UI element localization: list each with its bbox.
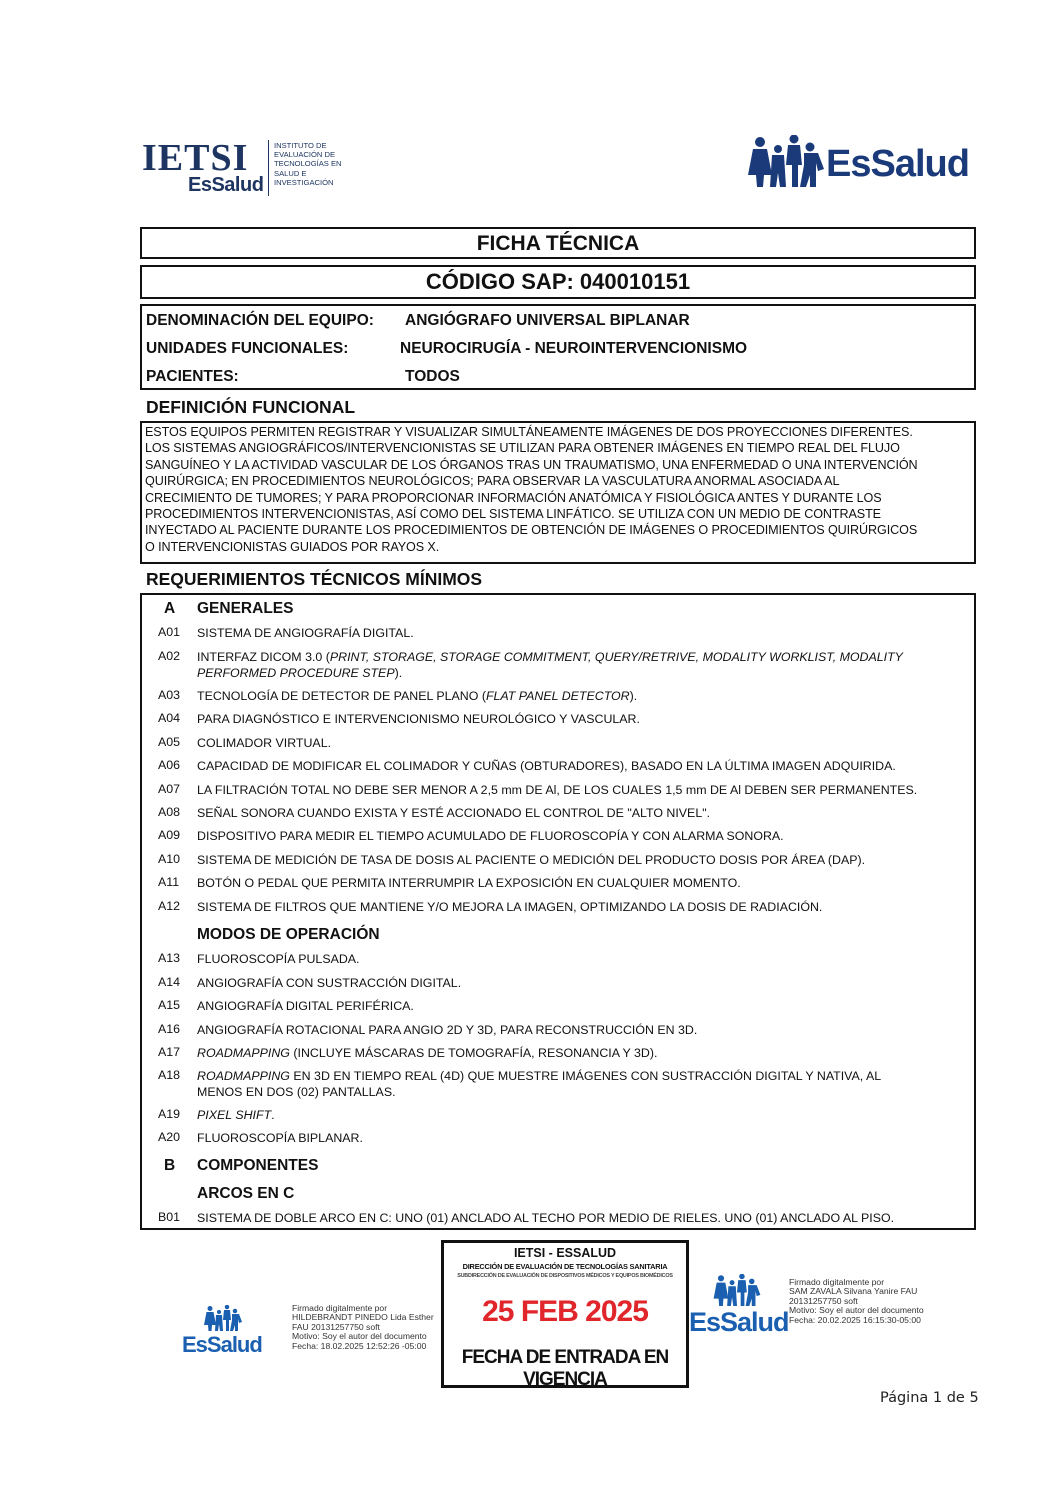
- left-signature-text: [292, 1304, 442, 1351]
- section-b-title: COMPONENTES: [197, 1157, 319, 1174]
- right-signature-logo: [689, 1274, 789, 1338]
- title-box: [140, 227, 976, 259]
- req-code: A01: [158, 625, 181, 639]
- req-text: SISTEMA DE FILTROS QUE MANTIENE Y/O MEJORA LA IMAGEN, OPTIMIZANDO LA DOSIS DE RADIACIÓN.: [197, 900, 823, 914]
- req-text: [197, 1107, 967, 1123]
- req-code: A04: [158, 711, 181, 725]
- ietsi-logo-sub: EsSalud: [188, 174, 264, 196]
- req-text: [197, 688, 967, 704]
- ietsi-logo-word: IETSI: [142, 137, 249, 179]
- req-code: A13: [158, 951, 181, 965]
- req-text: SEÑAL SONORA CUANDO EXISTA Y ESTÉ ACCIONADO EL CONTROL DE "ALTO NIVEL".: [197, 806, 711, 820]
- signature-line: FAU 20131257750 soft: [292, 1321, 380, 1332]
- section-a-title: GENERALES: [197, 600, 294, 617]
- req-text: ANGIOGRAFÍA ROTACIONAL PARA ANGIO 2D Y 3D, PARA RECONSTRUCCIÓN EN 3D.: [197, 1023, 698, 1037]
- req-text-italic: PRINT, STORAGE, STORAGE COMMITMENT, QUERY/RETRIVE, MODALITY WORKLIST, MODALITY: [329, 650, 903, 664]
- institute-line: EVALUACIÓN DE: [274, 150, 336, 160]
- functional-units-label: UNIDADES FUNCIONALES:: [146, 340, 349, 357]
- req-text-italic: FLAT PANEL DETECTOR: [485, 689, 630, 703]
- signature-line: SAM ZAVALA Silvana Yanire FAU: [789, 1286, 918, 1297]
- essalud-logo: [748, 135, 976, 190]
- essalud-logo-text: EsSalud: [826, 143, 969, 185]
- institute-line: TECNOLOGÍAS EN: [274, 159, 342, 169]
- req-text: [197, 1068, 967, 1100]
- req-code: A03: [158, 688, 181, 702]
- req-text: FLUOROSCOPÍA PULSADA.: [197, 952, 360, 966]
- req-code: A12: [158, 899, 181, 913]
- req-text: BOTÓN O PEDAL QUE PERMITA INTERRUMPIR LA EXPOSICIÓN EN CUALQUIER MOMENTO.: [197, 876, 741, 890]
- essalud-family-icon: [201, 1305, 245, 1331]
- req-text: COLIMADOR VIRTUAL.: [197, 736, 332, 750]
- definition-line: INYECTADO AL PACIENTE DURANTE LOS PROCEDIMIENTOS DE OBTENCIÓN DE IMÁGENES O PROCEDIMIENTOS QUIRÚRGICOS: [145, 523, 918, 538]
- institute-line: INSTITUTO DE: [274, 141, 327, 150]
- req-code: A20: [158, 1130, 181, 1144]
- req-code: A18: [158, 1068, 181, 1082]
- req-code: A15: [158, 998, 181, 1012]
- req-text: ANGIOGRAFÍA CON SUSTRACCIÓN DIGITAL.: [197, 976, 462, 990]
- req-text: CAPACIDAD DE MODIFICAR EL COLIMADOR Y CUÑAS (OBTURADORES), BASADO EN LA ÚLTIMA IMAGEN ADQUIRIDA.: [197, 759, 896, 773]
- equipment-info-box: [140, 304, 976, 390]
- req-text-part: ).: [629, 689, 638, 703]
- req-code: A05: [158, 735, 181, 749]
- req-text-italic: PIXEL SHIFT: [197, 1108, 272, 1122]
- req-text: ANGIOGRAFÍA DIGITAL PERIFÉRICA.: [197, 999, 414, 1013]
- essalud-family-icon: [748, 135, 824, 187]
- validity-stamp: [441, 1240, 689, 1388]
- stamp-subdirection: SUBDIRECCIÓN DE EVALUACIÓN DE DISPOSITIVOS MÉDICOS Y EQUIPOS BIOMÉDICOS: [457, 1273, 673, 1279]
- institute-line: INVESTIGACIÓN: [274, 177, 334, 187]
- sap-code-box: [140, 265, 976, 299]
- req-code: A17: [158, 1045, 181, 1059]
- definition-line: SANGUÍNEO Y LA ACTIVIDAD VASCULAR DE LOS ÓRGANOS TRAS UN TRAUMATISMO, UNA ENFERMEDAD O UNA INTERVENCIÓN: [145, 457, 918, 472]
- right-logo-text: EsSalud: [689, 1307, 789, 1337]
- signature-line: Motivo: Soy el autor del documento: [292, 1331, 427, 1342]
- req-text-italic: PERFORMED PROCEDURE STEP: [197, 666, 395, 680]
- section-b-letter: B: [164, 1157, 176, 1174]
- requirements-box: [140, 593, 976, 1230]
- signature-line: 20131257750 soft: [789, 1295, 858, 1306]
- req-code: A02: [158, 649, 181, 663]
- definition-line: PROCEDIMIENTOS INTERVENCIONISTAS, ASÍ COMO DEL SISTEMA LINFÁTICO. SE UTILIZA CON UN MEDIO DE CONTRASTE: [145, 507, 881, 522]
- signature-line: HILDEBRANDT PINEDO Lida Esther: [292, 1312, 434, 1323]
- req-text-part: EN 3D EN TIEMPO REAL (4D) QUE MUESTRE IMÁGENES CON SUSTRACCIÓN DIGITAL Y NATIVA, AL: [289, 1069, 882, 1083]
- req-text-italic: ROADMAPPING: [197, 1069, 290, 1083]
- req-text-part: TECNOLOGÍA DE DETECTOR DE PANEL PLANO (: [197, 689, 486, 703]
- ietsi-institute-text: [274, 141, 374, 187]
- req-code: A16: [158, 1022, 181, 1036]
- definition-line: O INTERVENCIONISTAS GUIADOS POR RAYOS X.: [145, 539, 440, 554]
- requirements-heading: REQUERIMIENTOS TÉCNICOS MÍNIMOS: [146, 569, 483, 589]
- page-title: FICHA TÉCNICA: [476, 232, 640, 255]
- stamp-direction: DIRECCIÓN DE EVALUACIÓN DE TECNOLOGÍAS SANITARIA: [462, 1262, 668, 1271]
- definition-heading: DEFINICIÓN FUNCIONAL: [146, 397, 356, 417]
- stamp-org: IETSI - ESSALUD: [513, 1246, 617, 1260]
- essalud-family-icon: [711, 1274, 763, 1306]
- req-text: SISTEMA DE ANGIOGRAFÍA DIGITAL.: [197, 626, 414, 640]
- institute-line: SALUD E: [274, 168, 307, 178]
- req-code: A08: [158, 805, 181, 819]
- patients-value: TODOS: [405, 368, 460, 385]
- ietsi-logo: [142, 138, 362, 200]
- left-logo-text: EsSalud: [182, 1332, 262, 1357]
- equipment-name-value: ANGIÓGRAFO UNIVERSAL BIPLANAR: [405, 312, 690, 329]
- req-text: [197, 649, 967, 681]
- definition-text: [145, 424, 965, 555]
- definition-line: CRECIMIENTO DE TUMORES; Y PARA PROPORCIONAR INFORMACIÓN ANATÓMICA Y FISIOLÓGICA ANTES Y DURANTE LOS: [145, 490, 882, 505]
- signature-line: Fecha: 20.02.2025 16:15:30-05:00: [789, 1314, 921, 1325]
- right-signature-text: [789, 1278, 939, 1325]
- ietsi-logo-separator: [268, 140, 269, 196]
- req-text: FLUOROSCOPÍA BIPLANAR.: [197, 1131, 363, 1145]
- arcs-heading: ARCOS EN C: [197, 1185, 295, 1202]
- section-a-letter: A: [164, 600, 176, 617]
- req-text-part: .: [271, 1108, 275, 1122]
- req-text: LA FILTRACIÓN TOTAL NO DEBE SER MENOR A 2,5 mm DE Al, DE LOS CUALES 1,5 mm DE Al DEBEN SER PERMANENTES.: [197, 783, 918, 797]
- req-text: SISTEMA DE DOBLE ARCO EN C: UNO (01) ANCLADO AL TECHO POR MEDIO DE RIELES. UNO (01) ANCLADO AL PISO.: [197, 1211, 895, 1225]
- req-code: A10: [158, 852, 181, 866]
- req-code: A19: [158, 1107, 181, 1121]
- page-number: Página 1 de 5: [880, 1390, 979, 1406]
- req-code: A11: [158, 875, 180, 889]
- stamp-caption: FECHA DE ENTRADA EN VIGENCIA: [461, 1347, 669, 1390]
- sap-code: CÓDIGO SAP: 040010151: [425, 269, 691, 294]
- definition-line: LOS SISTEMAS ANGIOGRÁFICOS/INTERVENCIONISTAS SE UTILIZAN PARA OBTENER IMÁGENES EN TIEMPO REAL DEL FLUJO: [145, 441, 900, 456]
- equipment-name-label: DENOMINACIÓN DEL EQUIPO:: [146, 312, 374, 329]
- req-text-part: MENOS EN DOS (02) PANTALLAS.: [197, 1085, 396, 1099]
- req-text-part: INTERFAZ DICOM 3.0 (: [197, 650, 330, 664]
- req-text-part: (INCLUYE MÁSCARAS DE TOMOGRAFÍA, RESONANCIA Y 3D).: [289, 1046, 658, 1060]
- modes-heading: MODOS DE OPERACIÓN: [197, 926, 380, 943]
- signature-line: Fecha: 18.02.2025 12:52:26 -05:00: [292, 1340, 427, 1351]
- req-text: PARA DIAGNÓSTICO E INTERVENCIONISMO NEUROLÓGICO Y VASCULAR.: [197, 712, 640, 726]
- signature-line: Motivo: Soy el autor del documento: [789, 1305, 924, 1316]
- req-text-part: ).: [394, 666, 403, 680]
- req-code: A14: [158, 975, 181, 989]
- stamp-date: 25 FEB 2025: [482, 1295, 648, 1328]
- req-text: [197, 1045, 967, 1061]
- patients-label: PACIENTES:: [146, 368, 239, 385]
- req-code: A06: [158, 758, 181, 772]
- req-text: DISPOSITIVO PARA MEDIR EL TIEMPO ACUMULADO DE FLUOROSCOPÍA Y CON ALARMA SONORA.: [197, 829, 784, 843]
- req-text: SISTEMA DE MEDICIÓN DE TASA DE DOSIS AL PACIENTE O MEDICIÓN DEL PRODUCTO DOSIS POR ÁREA (DAP).: [197, 853, 866, 867]
- signature-line: Firmado digitalmente por: [789, 1277, 885, 1287]
- definition-line: ESTOS EQUIPOS PERMITEN REGISTRAR Y VISUALIZAR SIMULTÁNEAMENTE IMÁGENES DE DOS PROYECCIONES DIFERENTES.: [145, 425, 913, 439]
- left-signature-logo: [182, 1305, 264, 1359]
- definition-line: QUIRÚRGICA; EN PROCEDIMIENTOS NEUROLÓGICOS; PARA OBSERVAR LA VASCULATURA ANORMAL ASOCIADA AL: [145, 474, 840, 489]
- req-code: A07: [158, 782, 181, 796]
- req-code: B01: [158, 1210, 181, 1224]
- req-text-italic: ROADMAPPING: [197, 1046, 290, 1060]
- signature-line: Firmado digitalmente por: [292, 1303, 388, 1313]
- functional-units-value: NEUROCIRUGÍA - NEUROINTERVENCIONISMO: [400, 340, 748, 357]
- req-code: A09: [158, 828, 181, 842]
- definition-box: [140, 421, 976, 564]
